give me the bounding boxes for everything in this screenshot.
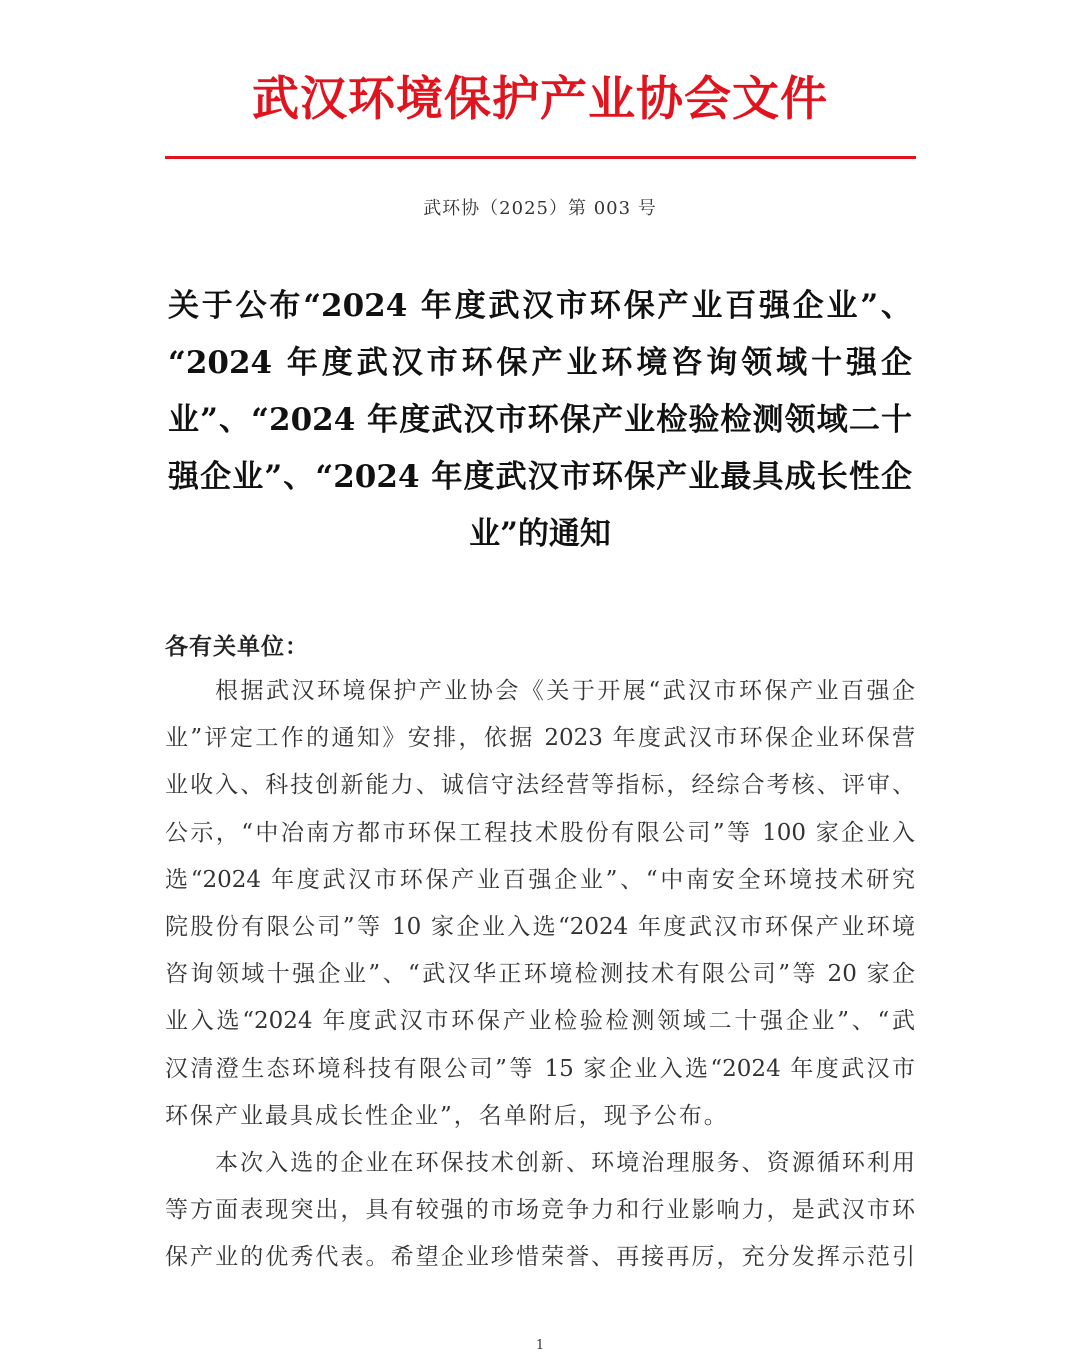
page-number: 1 — [535, 1338, 545, 1353]
body-line: 汉清澄生态环境科技有限公司”等 15 家企业入选“2024 年度武汉市 — [165, 1055, 915, 1082]
body-line: 咨询领域十强企业”、“武汉华正环境检测技术有限公司”等 20 家企 — [165, 961, 915, 988]
body-line: 环保产业最具成长性企业”，名单附后，现予公布。 — [165, 1102, 729, 1129]
title-line: 强企业”、“2024 年度武汉市环保产业最具成长性企 — [168, 459, 912, 495]
title-line: 业”的通知 — [469, 516, 611, 552]
body-line: 等方面表现突出，具有较强的市场竞争力和行业影响力，是武汉市环 — [165, 1197, 915, 1224]
body-text — [165, 674, 915, 1287]
body-line: 业收入、科技创新能力、诚信守法经营等指标，经综合考核、评审、 — [165, 772, 915, 799]
body-line: 本次入选的企业在环保技术创新、环境治理服务、资源循环利用 — [215, 1149, 915, 1176]
title-line: 关于公布“2024 年度武汉市环保产业百强企业”、 — [168, 288, 912, 324]
document-number: 武环协（2025）第 003 号 — [423, 198, 657, 219]
salutation: 各有关单位： — [165, 633, 309, 660]
body-line: 业”评定工作的通知》安排，依据 2023 年度武汉市环保企业环保营 — [165, 725, 915, 752]
title-line: 业”、“2024 年度武汉市环保产业检验检测领域二十 — [168, 402, 912, 438]
title-line: “2024 年度武汉市环保产业环境咨询领域十强企 — [168, 345, 912, 381]
body-line: 院股份有限公司”等 10 家企业入选“2024 年度武汉市环保产业环境 — [165, 913, 915, 940]
document-masthead: 武汉环境保护产业协会文件 — [252, 72, 828, 127]
body-line: 根据武汉环境保护产业协会《关于开展“武汉市环保产业百强企 — [215, 678, 915, 704]
body-line: 公示，“中冶南方都市环保工程技术股份有限公司”等 100 家企业入 — [165, 819, 915, 846]
red-divider-line — [165, 156, 916, 159]
body-line: 业入选“2024 年度武汉市环保产业检验检测领域二十强企业”、“武 — [165, 1008, 915, 1035]
notice-title — [168, 284, 912, 569]
body-line: 保产业的优秀代表。希望企业珍惜荣誉、再接再厉，充分发挥示范引 — [165, 1244, 915, 1271]
body-line: 选“2024 年度武汉市环保产业百强企业”、“中南安全环境技术研究 — [165, 866, 915, 893]
